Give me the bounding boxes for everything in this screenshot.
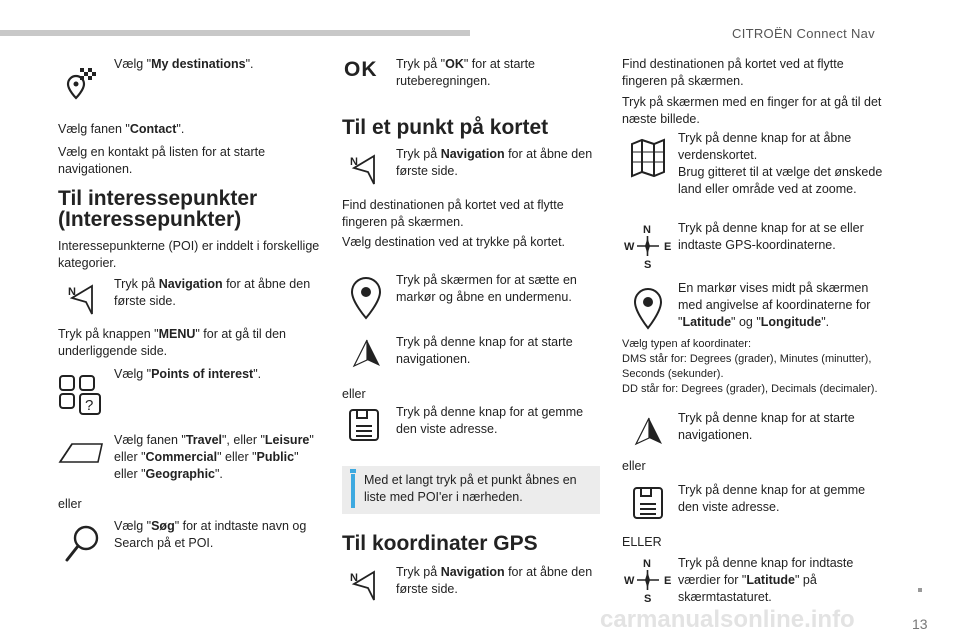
heading-poi-2: (Interessepunkter): [58, 208, 242, 231]
page-number: 13: [912, 616, 928, 632]
ok-button-icon: OK: [344, 58, 378, 81]
compass-s: S: [644, 259, 652, 270]
tab-shape-icon: [58, 440, 104, 466]
search-icon: [62, 524, 102, 564]
text-marker-coordinates: En markør vises midt på skærmen med angivelse af koordinaterne for "Latitude" og "Longitude".: [678, 281, 871, 329]
text-or-2: eller: [342, 387, 366, 401]
compass-icon: [624, 556, 672, 604]
text-poi-categories: Interessepunkterne (POI) er inddelt i forskellige kategorier.: [58, 239, 320, 270]
text-save-address-1: Tryk på denne knap for at gemme den viste adresse.: [396, 405, 584, 436]
text-find-destination-2: Find destinationen på kortet ved at flytte fingeren på skærmen.: [622, 57, 844, 88]
text-coordinate-type: Vælg typen af koordinater: DMS står for: Degrees (grader), Minutes (minutter), Seconds (sekunder). DD står for: Degrees (grader), Decimals (decimaler).: [622, 338, 878, 395]
compass-e: E: [664, 575, 672, 587]
compass-n: N: [643, 224, 651, 236]
save-icon: [348, 408, 380, 442]
svg-text:?: ?: [85, 397, 94, 414]
text-start-navigation-1: Tryk på denne knap for at starte navigationen.: [396, 335, 573, 366]
map-marker-icon: [346, 276, 386, 320]
start-navigation-icon: [352, 338, 382, 368]
text-tap-navigation-2: Tryk på Navigation for at åbne den første side.: [396, 147, 593, 178]
heading-poi-1: Til interessepunkter: [58, 187, 258, 210]
text-next-image: Tryk på skærmen med en finger for at gå til det næste billede.: [622, 95, 882, 126]
text-tap-navigation-1: Tryk på Navigation for at åbne den første side.: [114, 277, 311, 308]
info-note-text: Med et langt tryk på et punkt åbnes en liste med POI'er i nærheden.: [364, 473, 577, 504]
text-world-map: Tryk på denne knap for at åbne verdenskortet. Brug gitteret til at vælge det ønskede land eller område ved at zoome.: [678, 131, 883, 196]
info-icon: [350, 469, 356, 473]
navigation-arrow-icon: [66, 282, 102, 318]
text-tap-navigation-3: Tryk på Navigation for at åbne den første side.: [396, 565, 593, 596]
watermark: carmanualsonline.info: [600, 606, 855, 633]
navigation-arrow-icon: [348, 152, 384, 188]
start-navigation-icon: [634, 416, 664, 446]
text-or-4: ELLER: [622, 535, 662, 549]
info-bar: [351, 474, 355, 508]
text-contact-tab: Vælg fanen "Contact".: [58, 122, 185, 136]
header-title: CITROËN Connect Nav: [732, 26, 875, 41]
svg-text:N: N: [350, 156, 358, 168]
compass-w: W: [624, 241, 635, 253]
text-points-of-interest: Vælg "Points of interest".: [114, 367, 262, 381]
page-marker: [918, 588, 922, 592]
destination-flag-icon: [58, 62, 102, 106]
text-gps-coordinates: Tryk på denne knap for at se eller indtaste GPS-koordinaterne.: [678, 221, 864, 252]
compass-s: S: [644, 593, 652, 604]
text-or-3: eller: [622, 459, 646, 473]
text-start-navigation-2: Tryk på denne knap for at starte navigationen.: [678, 411, 855, 442]
header-rule: [0, 30, 470, 36]
save-icon: [632, 486, 664, 520]
text-search-poi: Vælg "Søg" for at indtaste navn og Search på et POI.: [114, 519, 307, 550]
svg-text:N: N: [350, 572, 358, 584]
text-save-address-2: Tryk på denne knap for at gemme den viste adresse.: [678, 483, 866, 514]
compass-w: W: [624, 575, 635, 587]
text-select-contact: Vælg en kontakt på listen for at starte navigationen.: [58, 145, 266, 176]
text-menu-button: Tryk på knappen "MENU" for at gå til den underliggende side.: [58, 327, 286, 358]
text-enter-latitude: Tryk på denne knap for indtaste værdier for "Latitude" på skærmtastaturet.: [678, 556, 854, 604]
world-map-icon: [630, 138, 666, 178]
heading-gps: Til koordinater GPS: [342, 532, 538, 555]
text-or-1: eller: [58, 497, 82, 511]
text-category-tabs: Vælg fanen "Travel", eller "Leisure" eller "Commercial" eller "Public" eller "Geographic".: [114, 433, 314, 481]
heading-map-point: Til et punkt på kortet: [342, 116, 549, 139]
svg-text:N: N: [68, 286, 76, 298]
text-tap-ok: Tryk på "OK" for at starte ruteberegningen.: [396, 57, 536, 88]
text-find-destination: Find destinationen på kortet ved at flytte fingeren på skærmen.: [342, 198, 564, 229]
map-marker-icon: [630, 286, 666, 330]
compass-icon: [624, 222, 672, 270]
text-set-marker: Tryk på skærmen for at sætte en markør og åbne en undermenu.: [396, 273, 577, 304]
poi-menu-icon: [58, 370, 104, 416]
info-note: [342, 466, 600, 514]
text-select-destination: Vælg destination ved at trykke på kortet.: [342, 235, 566, 249]
navigation-arrow-icon: [348, 568, 384, 604]
compass-e: E: [664, 241, 672, 253]
text-my-destinations: Vælg "My destinations".: [114, 57, 254, 71]
compass-n: N: [643, 558, 651, 570]
